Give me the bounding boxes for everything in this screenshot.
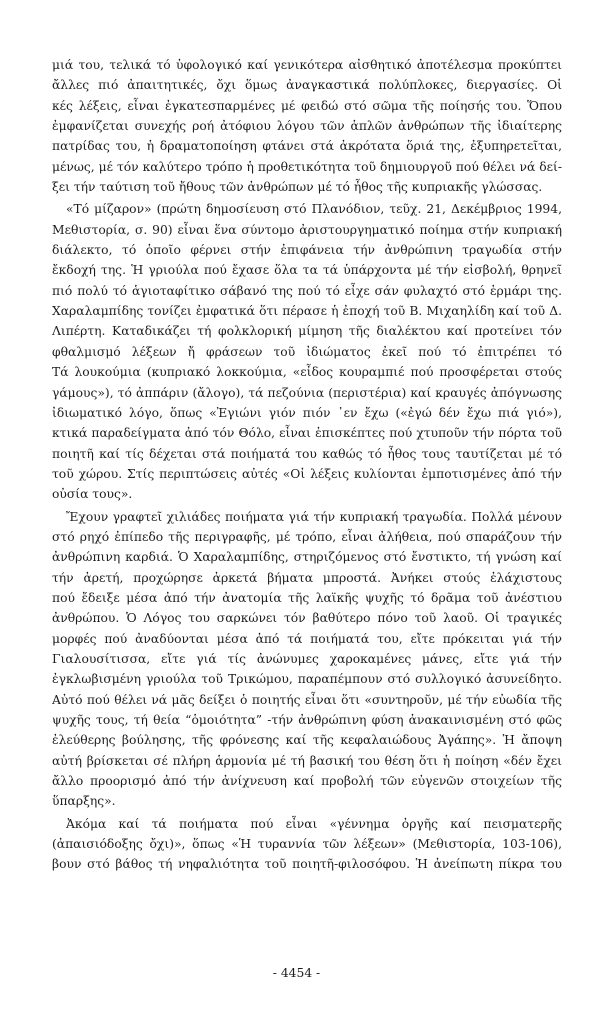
text-line: ἐλεύθερης βούλησης, τῆς φρόνεσης καί τῆς κεφαλαιώδους Ἀγάπης». Ἡ ἄποψη [52,733,562,748]
paragraph-1 [52,55,562,197]
text-line: ἰδιωματικό λόγο, ὅπως «Ἐγιώνι γιόν πιόν ᾽εν ἔχω («ἐγώ δέν ἔχω πιά γιό»), [52,405,562,420]
text-line: τήν ἀρετή, προχώρησε ἀρκετά βήματα μπροστά. Ἀνήκει στούς ἐλάχιστους [52,570,562,585]
page-number: - 4454 - [272,966,321,980]
text-line: κτικά παραδείγματα ἀπό τόν Θόλο, εἶναι ἐπισκέπτες πού χτυποῦν τήν πόρτα τοῦ [52,426,562,441]
text-line: Αὐτό πού θέλει νά μᾶς δείξει ὁ ποιητής εἶναι ὅτι «συντηροῦν, μέ τήν εὐωδία τῆς [52,692,562,707]
text-line: τοῦ χώρου. Στίς περιπτώσεις αὐτές «Οἱ λέξεις κυλίονται ἐμποτισμένες ἀπό τήν [52,466,562,481]
text-line: αὐτή βρίσκεται σέ πλήρη ἁρμονία μέ τή βασική του θέση ὅτι ἡ ποίηση «δέν ἔχει [52,753,562,768]
text-line: ἀνθρώπου. Ὁ Λόγος του σαρκώνει τόν βαθύτερο πόνο τοῦ λαοῦ. Οἱ τραγικές [52,611,562,626]
text-line: βουν στό βάθος τή νηφαλιότητα τοῦ ποιητῆ-φιλοσόφου. Ἡ ἀνείπωτη πίκρα του [52,857,562,872]
text-line: ἐγκλωβισμένη γριούλα τοῦ Τρικώμου, παραπέμπουν στό συλλογικό ἀσυνείδητο. [52,672,562,687]
text-line: διάλεκτο, τό ὁποῖο φέρνει στήν ἐπιφάνεια τήν ἀνθρώπινη τραγωδία στήν [52,243,562,258]
text-line: (ἀπαισιόδοξης ὄχι)», ὅπως «Ἡ τυραννία τῶν λέξεων» (Μεθιστορία, 103-106), [52,837,562,852]
text-line: φθαλμισμό λέξεων ἤ φράσεων τοῦ ἰδιώματος ἐκεῖ πού τό ἐπιτρέπει τό [52,344,562,359]
text-line: ἔκδοχή της. Ἡ γριούλα πού ἔχασε ὅλα τα τά ὑπάρχοντα μέ τήν εἰσβολή, θρηνεῖ [52,263,562,278]
paragraph-4 [52,814,562,875]
text-line: ἐμφανίζεται συνεχής ροή ἀτόφιου λόγου τῶν ἁπλῶν ἀνθρώπων τῆς ἰδιαίτερης [52,119,562,134]
paragraph-3 [52,507,562,812]
text-line: «Τό μίζαρον» (πρώτη δημοσίευση στό Πλανόδιον, τεῦχ. 21, Δεκέμβριος 1994, [66,202,562,217]
text-line: μορφές πού ἀναδύονται μέσα ἀπό τά ποιήματά του, εἴτε πρόκειται γιά τήν [52,631,562,646]
text-line: ἄλλες πιό ἀπαιτητικές, ὄχι ὅμως ἀναγκαστικά πολύπλοκες, διεργασίες. Οἱ [52,78,562,93]
text-line: ἀνθρώπινη καρδιά. Ὁ Χαραλαμπίδης, στηριζόμενος στό ἔνστικτο, τή γνώση καί [52,550,562,565]
text-line: Μεθιστορία, σ. 90) εἶναι ἕνα σύντομο ἀριστουργηματικό ποίημα στήν κυπριακή [52,222,562,237]
text-line: οὐσία τους». [52,487,133,502]
paragraph-2 [52,199,562,504]
text-line: κές λέξεις, εἶναι ἐγκατεσπαρμένες μέ φειδώ στό σῶμα τῆς ποίησής του. Ὅπου [52,98,562,113]
text-line: στό ρηχό ἐπίπεδο τῆς περιγραφῆς, μέ τρόπο, εἶναι ἀλήθεια, πού σπαράζουν τήν [52,529,562,544]
text-line: Γιαλουσίτισσα, εἴτε γιά τίς ἀνώνυμες χαροκαμένες μάνες, εἴτε γιά τήν [52,651,562,666]
text-line: ψυχῆς τους, τή θεία “ὁμοιότητα” -τήν ἀνθρώπινη φύση ἀνακαινισμένη στό φῶς [52,713,562,727]
text-line: μένως, μέ τόν καλύτερο τρόπο ἡ προθετικότητα τοῦ δημιουργοῦ πού θέλει νά δεί- [52,159,562,174]
text-line: πατρίδας του, ἡ δραματοποίηση φτάνει στά ἀκρότατα ὅριά της, ἐξυπηρετεῖται, [52,139,562,154]
text-line: μιά του, τελικά τό ὑφολογικό καί γενικότερα αἰσθητικό ἀποτέλεσμα προκύπτει [52,58,562,72]
text-line: Χαραλαμπίδης τονίζει ἐμφατικά ὅτι πέρασε ἡ ἐποχή τοῦ Β. Μιχαηλίδη καί τοῦ Δ. [52,304,562,319]
text-line: ποιητῆ καί τίς δέχεται στά ποιήματά του καθώς τό ἦθος τους ταυτίζεται μέ τό [52,446,562,461]
text-line: ξει τήν ταύτιση τοῦ ἤθους τῶν ἀνθρώπων μέ τό ἦθος τῆς κυπριακῆς γλώσσας. [52,180,543,195]
text-line: Τά λουκούμια (κυπριακό λοκκούμια, «εἶδος κουραμπιέ πού προσφέρεται στούς [52,365,562,380]
text-line: ὕπαρξης». [52,794,116,809]
text-line: πού ἔδειξε μέσα ἀπό τήν ἀνατομία τῆς λαϊκῆς ψυχῆς τό δρᾶμα τοῦ ἀνέστιου [52,590,562,605]
text-line: γάμους»), τό ἀππάριν (ἄλογο), τά πεζούνια (περιστέρια) καί κραυγές ἀπόγνωσης [52,385,562,400]
body-text [52,55,562,875]
text-line: ἄλλο προορισμό ἀπό τήν ἀνίχνευση καί προβολή τῶν εὐγενῶν στοιχείων τῆς [52,774,562,789]
text-line: Λιπέρτη. Καταδικάζει τή φολκλορική μίμηση τῆς διαλέκτου καί προτείνει τόν [52,324,562,339]
text-line: πιό πολύ τό ἁγιοταφίτικο σάβανό της πού τό εἶχε σάν φυλαχτό στό ἑρμάρι της. [52,283,562,298]
text-line: Ἔχουν γραφτεῖ χιλιάδες ποιήματα γιά τήν κυπριακή τραγωδία. Πολλά μένουν [66,509,562,524]
text-line: Ἀκόμα καί τά ποιήματα πού εἶναι «γέννημα ὀργῆς καί πεισματερῆς [66,816,562,831]
